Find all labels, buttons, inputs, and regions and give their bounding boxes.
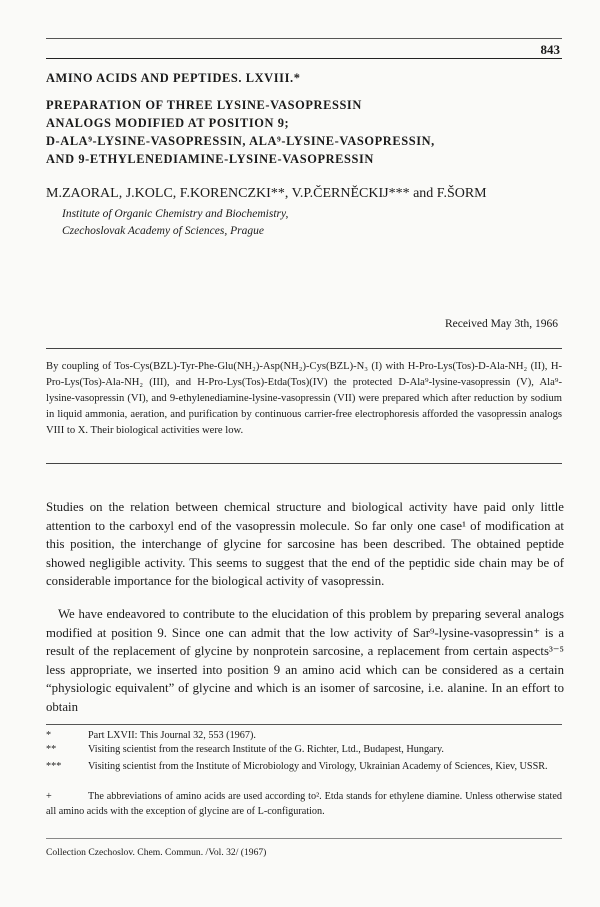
footnote-mark: * — [46, 730, 52, 741]
article-title-line-3: D-ALA⁹-LYSINE-VASOPRESSIN, ALA⁹-LYSINE-VASOPRESSIN, — [46, 134, 435, 148]
header-rule — [46, 38, 562, 39]
footnote-2 — [46, 743, 562, 758]
footnote-rule — [46, 724, 562, 725]
body-paragraph-2: We have endeavored to contribute to the elucidation of this problem by preparing several analogs modified at position 9. Since one can admit that the low activity of Sar⁹-lysine-vasopressin⁺ is a result of the replacement of glycine by nonprotein sarcosine, a replacement from certain aspects³⁻⁵ less appropriate, we inserted into position 9 an amino acid which can be considered as a certain “physiologic equivalent” of glycine and which is an isomer of sarcosine, i.e. alanine. In an effort to obtain — [46, 607, 564, 714]
footnote-3 — [46, 760, 562, 775]
abstract-rule-bottom — [46, 463, 562, 464]
affiliation-line-1: Institute of Organic Chemistry and Biochemistry, — [62, 208, 289, 220]
footer-rule — [46, 838, 562, 839]
footnote-text: Visiting scientist from the research Institute of the G. Richter, Ltd., Budapest, Hungary. — [88, 744, 444, 755]
abstract-rule-top — [46, 348, 562, 349]
article-title-line-2: ANALOGS MODIFIED AT POSITION 9; — [46, 116, 290, 130]
article-title-line-4: AND 9-ETHYLENEDIAMINE-LYSINE-VASOPRESSIN — [46, 152, 374, 166]
affiliation-line-2: Czechoslovak Academy of Sciences, Prague — [62, 225, 264, 237]
footnote-mark: + — [46, 791, 52, 802]
abstract: By coupling of Tos-Cys(BZL)-Tyr-Phe-Glu(NH₂)-Asp(NH₂)-Cys(BZL)-N₃ (I) with H-Pro-Lys(Tos)-D-Ala-NH₂ (II), H-Pro-Lys(Tos)-Ala-NH₂ (III), and H-Pro-Lys(Tos)-Etda(Tos)(IV) the protected D-Ala⁹-lysine-vasopressin (V), Ala⁹-lysine-vasopressin (VI), and 9-ethylenediamine-lysine-vasopressin (VII) were prepared which after reduction by sodium in liquid ammonia, aeration, and purification by continuous carrier-free electrophoresis afforded the vasopressin analogs VIII to X. Their biological activities were low. — [46, 361, 562, 436]
received-date: Received May 3th, 1966 — [444, 318, 558, 330]
footnote-1 — [46, 729, 562, 744]
footnote-4 — [46, 790, 562, 819]
footnote-mark: *** — [46, 761, 62, 772]
series-title: AMINO ACIDS AND PEPTIDES. LXVIII.* — [46, 71, 301, 85]
author-list: M.ZAORAL, J.KOLC, F.KORENCZKI**, V.P.ČERNĚCKIJ*** and F.ŠORM — [46, 186, 487, 201]
body-paragraph-1: Studies on the relation between chemical structure and biological activity have paid only little attention to the carboxyl end of the vasopressin molecule. So far only one case¹ of modification at this position, the interchange of glycine for sarcosine has been described. The obtained peptide showed negligible activity. This seems to suggest that the end of the peptidic side chain may be of considerable importance for the biological activity of vasopressin. — [46, 500, 564, 588]
footnote-mark: ** — [46, 744, 57, 755]
title-rule — [46, 58, 562, 59]
page-number: 843 — [540, 42, 560, 57]
footnote-text: The abbreviations of amino acids are used according to². Etda stands for ethylene diamine. Unless otherwise stated all amino acids with the exception of glycine are of L-configuration. — [46, 791, 562, 817]
footnote-text: Visiting scientist from the Institute of Microbiology and Virology, Ukrainian Academy of Sciences, Kiev, USSR. — [88, 761, 548, 772]
journal-footer: Collection Czechoslov. Chem. Commun. /Vol. 32/ (1967) — [46, 847, 267, 858]
article-title-line-1: PREPARATION OF THREE LYSINE-VASOPRESSIN — [46, 98, 362, 112]
footnote-text: Part LXVII: This Journal 32, 553 (1967). — [88, 730, 256, 741]
